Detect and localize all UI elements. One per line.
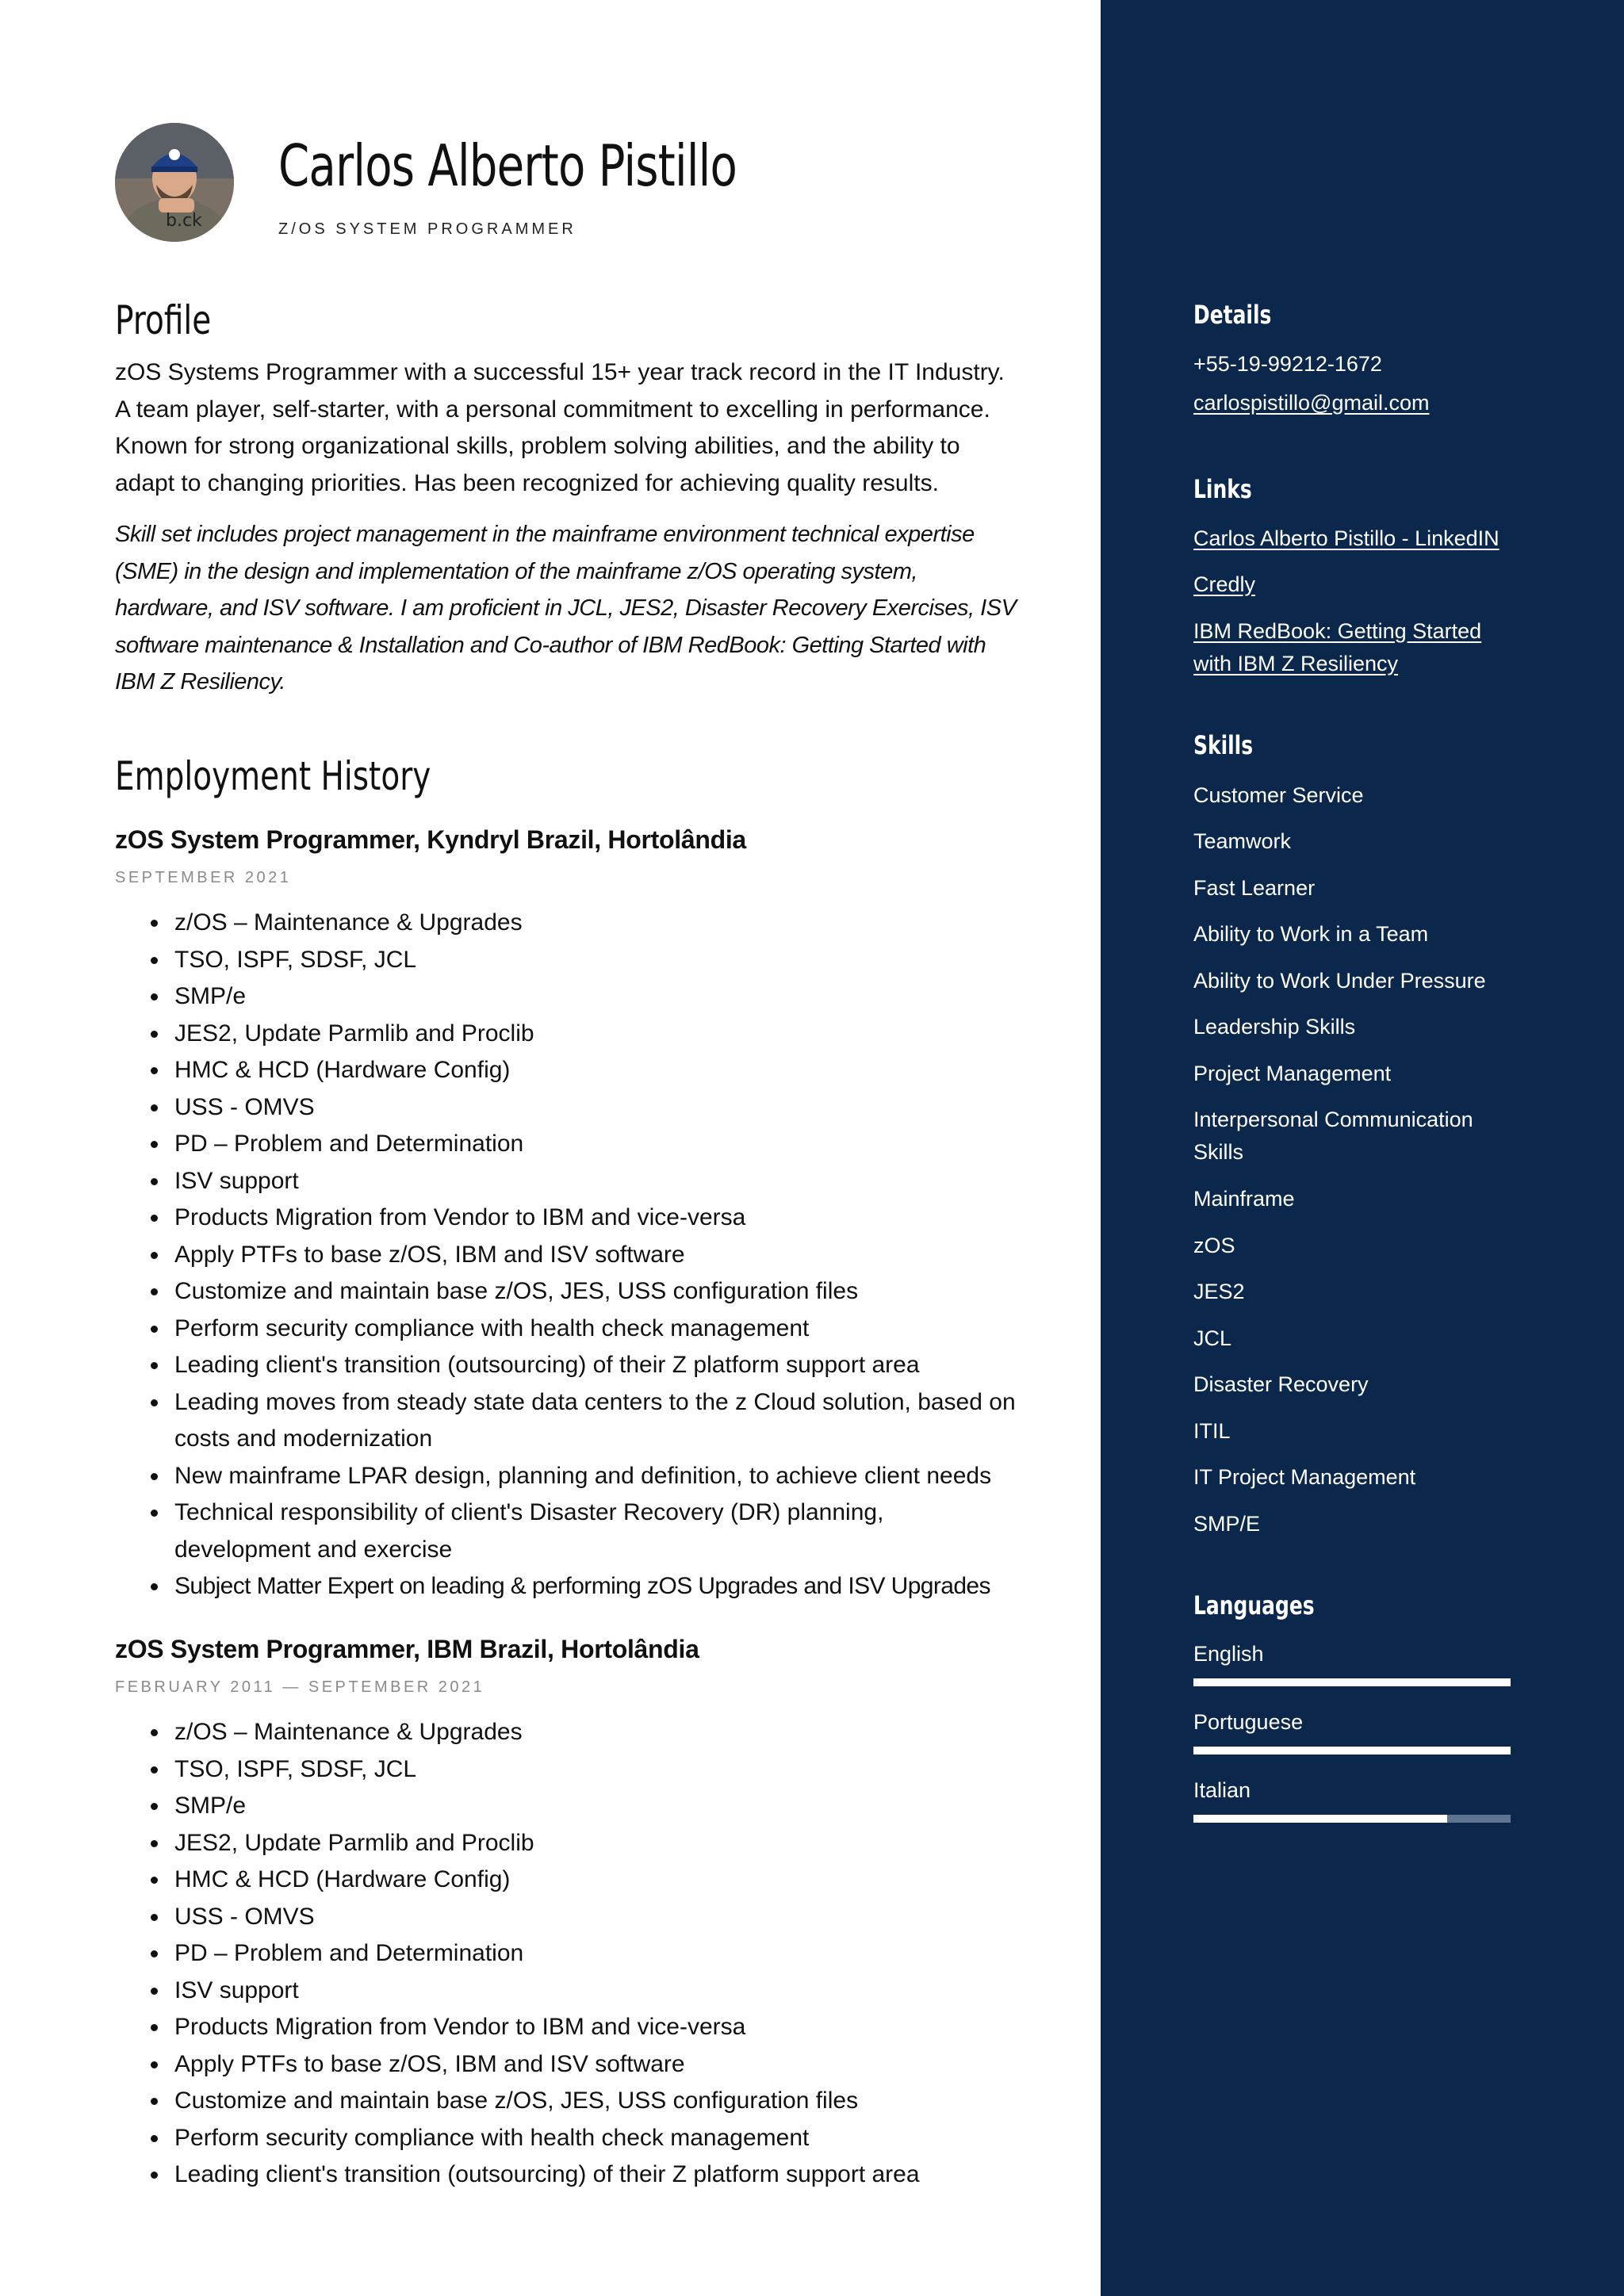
job-bullet: Perform security compliance with health check management: [174, 1311, 1019, 1348]
job-bullet: Apply PTFs to base z/OS, IBM and ISV software: [174, 1237, 1019, 1274]
skill-item: Fast Learner: [1193, 876, 1316, 900]
skill-item: Ability to Work Under Pressure: [1193, 969, 1486, 993]
profile-skill-summary: Skill set includes project management in the mainframe environment technical expertise (SME) in the design and implementation of the mainframe z/OS operating system, hardware, and ISV software. I am proficient in JCL, JES2, Disaster Recovery Exercises, ISV software maintenance & Installation and Co-author of IBM RedBook: Getting Started with IBM Z Resiliency.: [115, 522, 1017, 695]
skill-item: Leadership Skills: [1193, 1015, 1356, 1039]
job-bullet: JES2, Update Parmlib and Proclib: [174, 1825, 1019, 1862]
employment-section: [115, 753, 1019, 799]
job-bullet: Products Migration from Vendor to IBM and vice-versa: [174, 1200, 1019, 1237]
job-bullet: JES2, Update Parmlib and Proclib: [174, 1016, 1019, 1053]
job-bullet: Leading client's transition (outsourcing) of their Z platform support area: [174, 2156, 1019, 2194]
job-entry: [115, 1635, 1019, 2194]
email-link[interactable]: carlospistillo@gmail.com: [1193, 391, 1430, 415]
phone-number: +55-19-99212-1672: [1193, 352, 1382, 376]
language-level-fill: [1193, 1678, 1511, 1686]
job-bullet: New mainframe LPAR design, planning and definition, to achieve client needs: [174, 1458, 1019, 1495]
job-bullet-list: [115, 1714, 1019, 2194]
skill-item: Ability to Work in a Team: [1193, 922, 1429, 946]
job-entry: [115, 825, 1019, 1605]
language-level-bar: [1193, 1747, 1511, 1755]
skill-item: JCL: [1193, 1326, 1232, 1350]
skill-item: Interpersonal Communication Skills: [1193, 1108, 1473, 1164]
job-bullet: TSO, ISPF, SDSF, JCL: [174, 942, 1019, 979]
language-name: Italian: [1193, 1778, 1251, 1802]
profile-section: [115, 297, 1019, 701]
job-bullet: Leading moves from steady state data centers to the z Cloud solution, based on costs and modernization: [174, 1384, 1019, 1458]
skill-item: zOS: [1193, 1234, 1235, 1257]
job-bullet: PD – Problem and Determination: [174, 1126, 1019, 1163]
sidebar: [1101, 0, 1624, 2296]
skill-item: IT Project Management: [1193, 1465, 1416, 1489]
profile-summary: zOS Systems Programmer with a successful 15+ year track record in the IT Industry. A team player, self-starter, with a personal commitment to excelling in performance. Known for strong organizational skills, problem solving abilities, and the ability to adapt to changing priorities. Has been recognized for achieving quality results.: [115, 359, 1005, 496]
skill-item: Disaster Recovery: [1193, 1372, 1369, 1396]
job-bullet: Products Migration from Vendor to IBM and vice-versa: [174, 2009, 1019, 2046]
job-bullet: USS - OMVS: [174, 1899, 1019, 1936]
job-bullet: z/OS – Maintenance & Upgrades: [174, 1714, 1019, 1751]
job-bullet: USS - OMVS: [174, 1089, 1019, 1127]
job-bullet: TSO, ISPF, SDSF, JCL: [174, 1751, 1019, 1789]
job-bullet: Perform security compliance with health check management: [174, 2120, 1019, 2157]
job-bullet-list: [115, 905, 1019, 1605]
candidate-title: Z/OS SYSTEM PROGRAMMER: [278, 220, 576, 238]
skill-item: ITIL: [1193, 1419, 1231, 1443]
job-bullet: SMP/e: [174, 1788, 1019, 1825]
job-bullet: Leading client's transition (outsourcing) of their Z platform support area: [174, 1347, 1019, 1384]
candidate-name: Carlos Alberto Pistillo: [278, 132, 737, 199]
skill-item: SMP/E: [1193, 1512, 1261, 1536]
svg-text:b.ck: b.ck: [166, 211, 202, 231]
profile-heading: Profile: [115, 297, 212, 343]
job-bullet: SMP/e: [174, 978, 1019, 1016]
skill-item: Project Management: [1193, 1062, 1392, 1085]
employment-heading: Employment History: [115, 753, 431, 799]
language-level-bar: [1193, 1815, 1511, 1823]
language-level-fill: [1193, 1747, 1511, 1755]
avatar-photo: [115, 123, 234, 242]
language-level-fill: [1193, 1815, 1447, 1823]
job-bullet: HMC & HCD (Hardware Config): [174, 1862, 1019, 1899]
redbook-link[interactable]: IBM RedBook: Getting Started with IBM Z Resiliency: [1193, 619, 1482, 675]
details-heading: Details: [1193, 300, 1272, 330]
job-bullet: Apply PTFs to base z/OS, IBM and ISV software: [174, 2046, 1019, 2084]
skill-item: Teamwork: [1193, 829, 1292, 853]
language-name: English: [1193, 1642, 1264, 1666]
job-title: zOS System Programmer, IBM Brazil, Hortolândia: [115, 1635, 699, 1663]
language-level-bar: [1193, 1678, 1511, 1686]
credly-link[interactable]: Credly: [1193, 572, 1256, 596]
languages-heading: Languages: [1193, 1590, 1315, 1621]
job-bullet: PD – Problem and Determination: [174, 1935, 1019, 1973]
avatar: [115, 123, 234, 242]
job-dates: SEPTEMBER 2021: [115, 869, 292, 886]
linkedin-link[interactable]: Carlos Alberto Pistillo - LinkedIN: [1193, 526, 1500, 550]
job-bullet: z/OS – Maintenance & Upgrades: [174, 905, 1019, 942]
skill-item: JES2: [1193, 1280, 1245, 1303]
skill-item: Customer Service: [1193, 783, 1364, 807]
job-bullet: HMC & HCD (Hardware Config): [174, 1052, 1019, 1089]
resume-header: [115, 123, 1019, 242]
job-bullet: ISV support: [174, 1973, 1019, 2010]
job-bullet: Technical responsibility of client's Disaster Recovery (DR) planning, development and exercise: [174, 1494, 1019, 1568]
job-bullet: Customize and maintain base z/OS, JES, USS configuration files: [174, 2083, 1019, 2120]
skill-item: Mainframe: [1193, 1187, 1295, 1211]
job-title: zOS System Programmer, Kyndryl Brazil, Hortolândia: [115, 825, 746, 854]
job-dates: FEBRUARY 2011 — SEPTEMBER 2021: [115, 1678, 485, 1696]
language-name: Portuguese: [1193, 1710, 1304, 1734]
skills-heading: Skills: [1193, 730, 1254, 760]
links-heading: Links: [1193, 474, 1252, 504]
job-bullet: Customize and maintain base z/OS, JES, USS configuration files: [174, 1273, 1019, 1311]
job-bullet: ISV support: [174, 1163, 1019, 1200]
job-bullet: Subject Matter Expert on leading & performing zOS Upgrades and ISV Upgrades: [174, 1568, 1019, 1605]
